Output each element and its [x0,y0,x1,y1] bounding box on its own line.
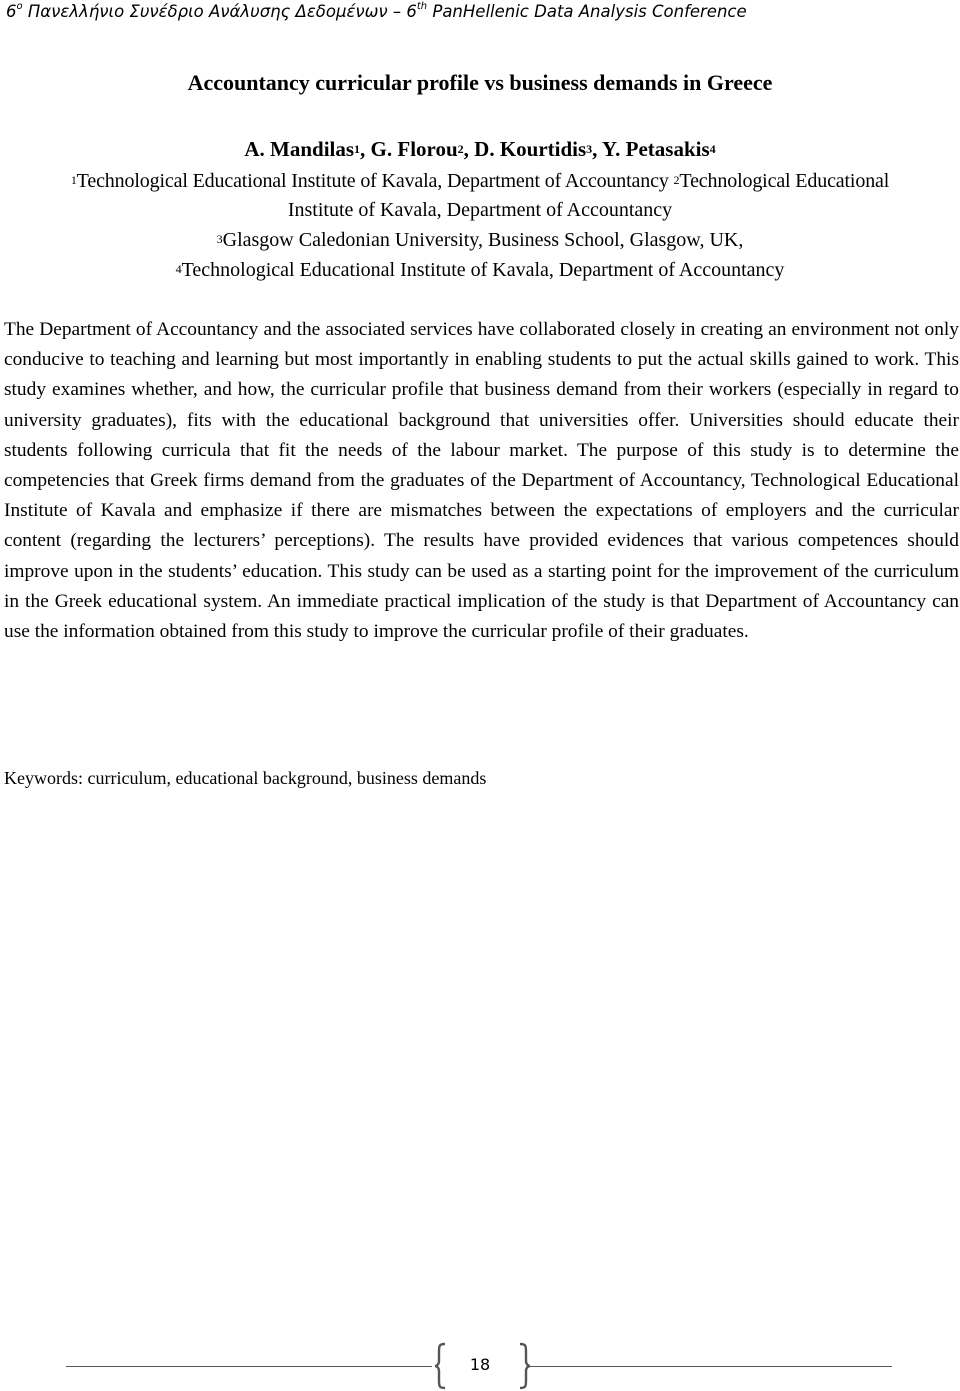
header-english-title: PanHellenic Data Analysis Conference [427,2,747,21]
author-name: Y. Petasakis [601,137,710,161]
affiliation-sup: 2 [673,173,680,187]
affiliation-sup: 1 [70,173,77,187]
affiliation-text: Technological Educational [679,170,890,192]
affiliation-sup: 4 [175,262,182,276]
abstract-paragraph: The Department of Accountancy and the associated services have collaborated closely in creating an environment not only conducive to teaching and learning but most importantly in enabling students to put the actual skills gained to work. This study examines whether, and how, the curricular profile that business demand from their workers (especially in regard to university graduates), fits with the educational background that universities offer. Universities should educate their students following curricula that fit the needs of the labour market. The purpose of this study is to determine the competencies that Greek firms demand from the graduates of the Department of Accountancy, Technological Educational Institute of Kavala and emphasize if there are mismatches between the expectations of employers and the curricular content (regarding the lecturers’ perceptions). The results have provided evidences that various competences should improve upon in the students’ education. This study can be used as a starting point for the improvement of the curriculum in the Greek educational system. An immediate practical implication of the study is that Department of Accountancy can use the information obtained from this study to improve the curricular profile of their graduates. [4,319,959,643]
page-number: 18 [469,1355,491,1374]
header-ordinal-sup: o [16,0,23,12]
affiliation-text: Glasgow Caledonian University, Business School, Glasgow, UK, [222,229,744,251]
author-separator: , [463,137,475,161]
footer-rule-right [528,1366,892,1367]
author-name: A. Mandilas [244,137,355,161]
affiliation-text: Technological Educational Institute of Kavala, Department of Accountancy [76,170,674,192]
affiliation-line [0,255,960,285]
paper-title: Accountancy curricular profile vs business demands in Greece [187,70,773,95]
conference-header [6,1,946,23]
author-separator: , [360,137,371,161]
affiliation-text: Technological Educational Institute of Kavala, Department of Accountancy [181,259,785,281]
header-greek-title: Πανελλήνιο Συνέδριο Ανάλυσης Δεδομένων – 6 [22,2,417,21]
affiliation-line [0,225,960,255]
author-separator: , [592,137,602,161]
author-list [0,134,960,164]
author-sup: 4 [709,142,716,156]
footer-rule-left [66,1366,432,1367]
author-sup: 3 [586,142,593,156]
affiliation-sup: 3 [216,232,223,246]
affiliation-line [0,195,960,225]
author-name: G. Florou [370,137,458,161]
affiliation-text: Institute of Kavala, Department of Accountancy [287,199,673,221]
author-sup: 1 [354,142,361,156]
author-sup: 2 [457,142,464,156]
keywords: Keywords: curriculum, educational background, business demands [4,768,487,788]
header-ordinal-sup-2: th [416,0,428,12]
right-brace-icon [516,1342,532,1390]
affiliation-line [0,166,960,196]
author-name: D. Kourtidis [474,137,587,161]
header-number: 6 [6,2,17,21]
